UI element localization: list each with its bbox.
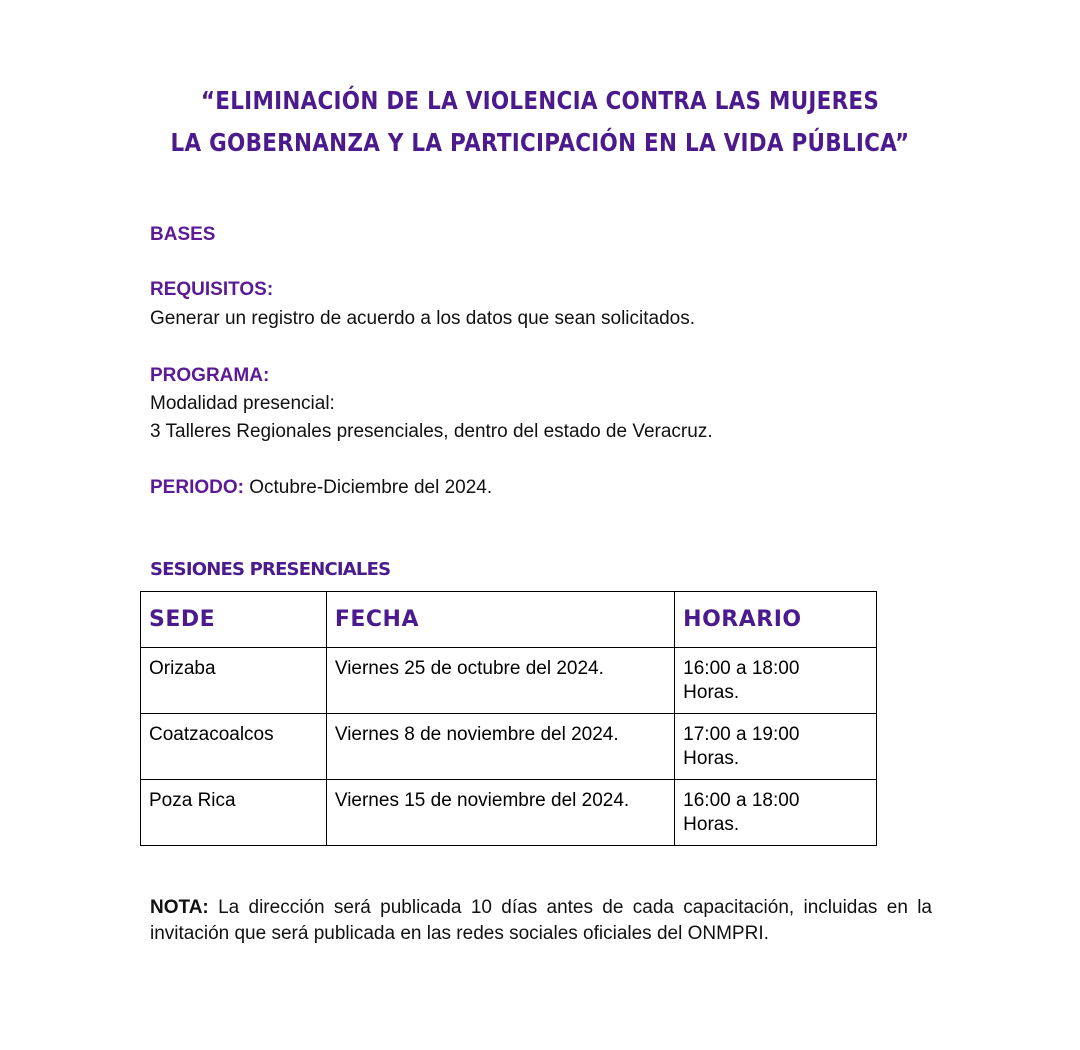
bases-heading: BASES	[150, 224, 216, 245]
table-row	[141, 648, 877, 714]
horario-unit: Horas.	[683, 814, 740, 835]
requisitos-text: Generar un registro de acuerdo a los datos que sean solicitados.	[150, 308, 695, 329]
horario-time: 16:00 a 18:00	[683, 658, 800, 679]
cell-sede: Poza Rica	[141, 780, 327, 846]
programa-talleres: 3 Talleres Regionales presenciales, dentro del estado de Veracruz.	[150, 421, 713, 442]
horario-time: 16:00 a 18:00	[683, 790, 800, 811]
table-header-row	[141, 592, 877, 648]
programa-modalidad: Modalidad presencial:	[150, 393, 335, 414]
cell-sede: Orizaba	[141, 648, 327, 714]
column-header-fecha: FECHA	[326, 592, 674, 648]
cell-fecha: Viernes 25 de octubre del 2024.	[326, 648, 674, 714]
periodo-line	[150, 477, 492, 499]
table-row	[141, 780, 877, 846]
horario-unit: Horas.	[683, 682, 740, 703]
sessions-heading: SESIONES PRESENCIALES	[150, 559, 391, 580]
cell-fecha: Viernes 8 de noviembre del 2024.	[326, 714, 674, 780]
periodo-text: Octubre-Diciembre del 2024.	[243, 477, 493, 498]
nota-text: La dirección será publicada 10 días antes de cada capacitación, incluidas en la invitación que será publicada en las redes sociales oficiales del ONMPRI.	[150, 897, 932, 944]
cell-horario	[675, 714, 877, 780]
column-header-sede: SEDE	[141, 592, 327, 648]
nota-paragraph	[150, 895, 932, 947]
requisitos-label: REQUISITOS:	[150, 279, 274, 300]
cell-horario	[675, 648, 877, 714]
sessions-table	[140, 591, 877, 846]
programa-label: PROGRAMA:	[150, 365, 270, 386]
title-line-1: “ELIMINACIÓN DE LA VIOLENCIA CONTRA LAS MUJERES	[200, 86, 880, 115]
horario-time: 17:00 a 19:00	[683, 724, 800, 745]
document-title	[76, 80, 1005, 164]
cell-sede: Coatzacoalcos	[141, 714, 327, 780]
horario-unit: Horas.	[683, 748, 740, 769]
cell-horario	[675, 780, 877, 846]
column-header-horario: HORARIO	[675, 592, 877, 648]
title-line-2: LA GOBERNANZA Y LA PARTICIPACIÓN EN LA VIDA PÚBLICA”	[170, 128, 910, 157]
cell-fecha: Viernes 15 de noviembre del 2024.	[326, 780, 674, 846]
nota-label: NOTA:	[150, 897, 209, 918]
table-row	[141, 714, 877, 780]
periodo-label: PERIODO:	[150, 477, 244, 498]
